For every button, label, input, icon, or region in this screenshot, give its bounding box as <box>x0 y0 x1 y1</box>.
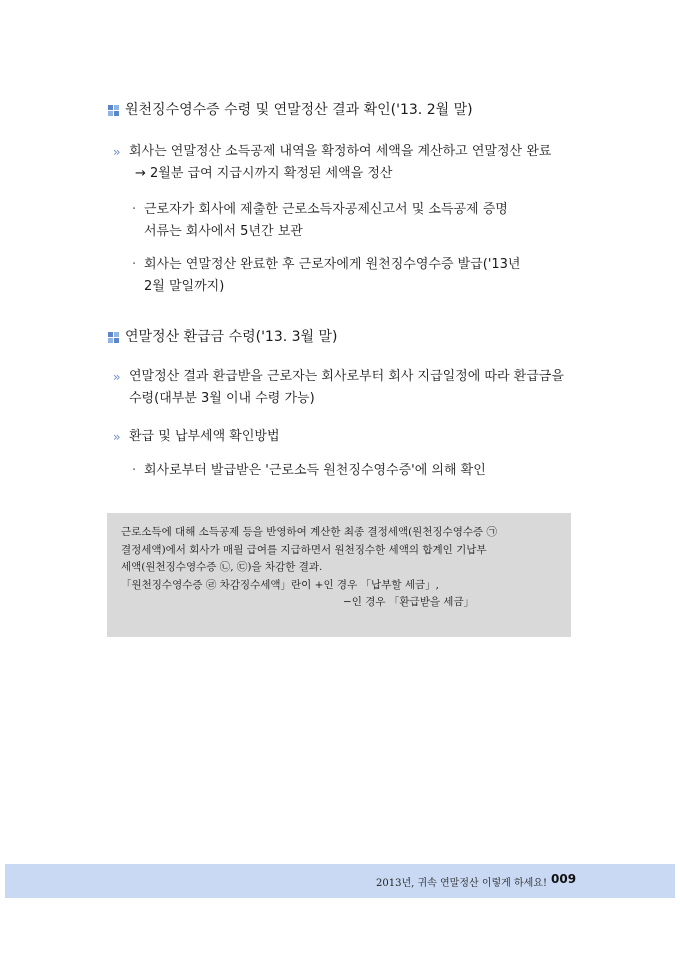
section-1-bullet <box>113 141 583 185</box>
note-line: 세액(원천징수영수증 ㉡, ㉢)을 차감한 결과. <box>121 561 323 573</box>
page-number: 009 <box>551 872 577 886</box>
dot-icon: · <box>132 463 137 478</box>
bullet-line-1: 회사는 연말정산 소득공제 내역을 확정하여 세액을 계산하고 연말정산 완료 <box>129 144 552 159</box>
dot-icon: · <box>132 257 137 272</box>
list-item-line-1: 회사는 연말정산 완료한 후 근로자에게 원천징수영수증 발급('13년 <box>144 257 521 272</box>
double-chevron-icon: ›› <box>113 430 119 444</box>
footer-title: 2013년, 귀속 연말정산 이렇게 하세요! <box>376 878 547 889</box>
note-line: 결정세액)에서 회사가 매월 급여를 지급하면서 원천징수한 세액의 합계인 기납부 <box>121 543 487 556</box>
section-2-bullet-1 <box>113 366 583 410</box>
note-line: −인 경우 「환급받을 세금」 <box>343 596 475 608</box>
section-1-title: 원천징수영수증 수령 및 연말정산 결과 확인('13. 2월 말) <box>125 102 473 118</box>
section-2-bullet-2 <box>113 426 583 448</box>
bullet-line-1: 연말정산 결과 환급받을 근로자는 회사로부터 회사 지급일정에 따라 환급금을 <box>129 369 564 384</box>
note-line: 근로소득에 대해 소득공제 등을 반영하여 계산한 최종 결정세액(원천징수영수증 ㉠ <box>121 526 498 538</box>
list-item-line-2: 2월 말일까지) <box>144 279 225 294</box>
definition-note-box <box>107 513 571 637</box>
list-item-line-2: 서류는 회사에서 5년간 보관 <box>144 224 303 239</box>
bullet-line-2: → 2월분 급여 지급시까지 확정된 세액을 정산 <box>135 166 393 181</box>
note-line: 「원천징수영수증 ㉣ 차감징수세액」란이 +인 경우 「납부할 세금」, <box>121 578 439 591</box>
dot-icon: · <box>132 202 137 217</box>
list-item <box>132 254 582 298</box>
section-1-heading <box>108 100 578 120</box>
list-item-line-1: 근로자가 회사에 제출한 근로소득자공제신고서 및 소득공제 증명 <box>144 202 508 217</box>
section-2 <box>108 327 578 347</box>
bullet-line-1: 환급 및 납부세액 확인방법 <box>129 429 280 444</box>
section-2-heading <box>108 327 578 347</box>
double-chevron-icon: ›› <box>113 145 119 159</box>
bullet-line-2: 수령(대부분 3월 이내 수령 가능) <box>129 391 315 406</box>
list-item <box>132 199 582 243</box>
list-item-line-1: 회사로부터 발급받은 '근로소득 원천징수영수증'에 의해 확인 <box>144 463 486 478</box>
square-bullet-icon <box>108 105 119 116</box>
section-2-title: 연말정산 환급금 수령('13. 3월 말) <box>125 329 338 345</box>
list-item <box>132 460 582 482</box>
square-bullet-icon <box>108 332 119 343</box>
double-chevron-icon: ›› <box>113 370 119 384</box>
section-1 <box>108 100 578 120</box>
